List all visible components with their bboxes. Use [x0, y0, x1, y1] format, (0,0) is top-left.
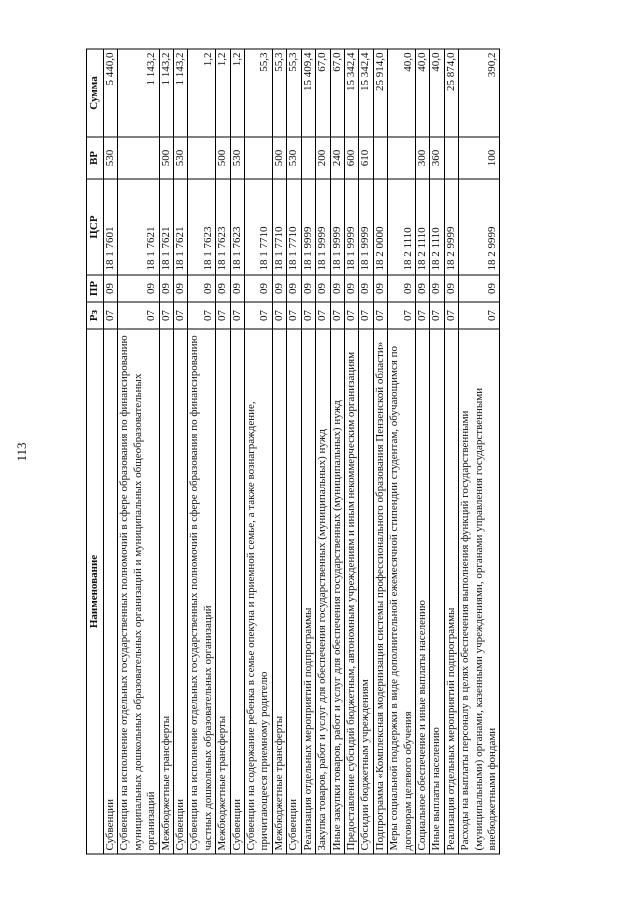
table-cell-rz: 07 [104, 302, 118, 329]
table-cell-sum: 1,2 [216, 49, 230, 137]
table-row [159, 49, 173, 854]
table-cell-name: Иные закупки товаров, работ и услуг для обеспечения государственных (муниципальных) нужд [330, 329, 344, 854]
table-cell-pr: 09 [373, 275, 387, 302]
table-row [359, 49, 373, 854]
table-row [230, 49, 244, 854]
column-header-csr: ЦСР [87, 179, 104, 275]
table-cell-csr: 18 1 7623 [216, 179, 230, 275]
table-cell-rz: 07 [344, 302, 358, 329]
table-row [301, 49, 315, 854]
table-cell-sum: 55,3 [245, 49, 273, 137]
table-cell-csr: 18 2 1110 [388, 179, 416, 275]
table-cell-csr: 18 1 7621 [159, 179, 173, 275]
table-cell-vr: 360 [430, 137, 444, 179]
table-cell-pr: 09 [174, 275, 188, 302]
table-cell-sum: 1,2 [230, 49, 244, 137]
table-row [174, 49, 188, 854]
table-cell-vr [444, 137, 458, 179]
table-cell-vr: 240 [330, 137, 344, 179]
column-header-sum: Сумма [87, 49, 104, 137]
table-cell-sum: 15 342,4 [359, 49, 373, 137]
table-cell-vr: 500 [159, 137, 173, 179]
column-header-pr: ПР [87, 275, 104, 302]
table-cell-name: Подпрограмма «Комплексная модернизация системы профессионального образования Пензенской области» [373, 329, 387, 854]
table-cell-name: Субвенции [230, 329, 244, 854]
table-cell-rz: 07 [359, 302, 373, 329]
table-cell-rz: 07 [373, 302, 387, 329]
table-row [330, 49, 344, 854]
table-cell-name: Расходы на выплаты персоналу в целях обеспечения выполнения функций государственными (муниципальными) органами, казенными учреждениями, органами управления государственными внебюджетными фондами [459, 329, 500, 854]
table-cell-sum: 67,0 [330, 49, 344, 137]
table-cell-rz: 07 [174, 302, 188, 329]
table-cell-vr: 530 [230, 137, 244, 179]
table-cell-csr: 18 1 9999 [301, 179, 315, 275]
table-cell-name: Субвенции на исполнение отдельных государственных полномочий в сфере образования по финансированию муниципальных дошкольных образовательных организаций и муниципальных общеобразовательных организаций [118, 329, 159, 854]
table-cell-vr: 200 [316, 137, 330, 179]
table-cell-name: Меры социальной поддержки в виде дополнительной ежемесячной стипендии студентам, обучающимся по договорам целевого обучения [388, 329, 416, 854]
table-cell-vr: 530 [287, 137, 301, 179]
table-cell-pr: 09 [444, 275, 458, 302]
table-cell-rz: 07 [272, 302, 286, 329]
table-cell-csr: 18 1 9999 [316, 179, 330, 275]
table-row [373, 49, 387, 854]
table-cell-sum: 25 914,0 [373, 49, 387, 137]
table-cell-vr: 100 [459, 137, 500, 179]
table-cell-rz: 07 [415, 302, 429, 329]
table-cell-name: Закупка товаров, работ и услуг для обеспечения государственных (муниципальных) нужд [316, 329, 330, 854]
table-row [415, 49, 429, 854]
table-cell-rz: 07 [301, 302, 315, 329]
table-header-row [87, 49, 104, 854]
table-cell-csr: 18 1 7601 [104, 179, 118, 275]
table-cell-rz: 07 [188, 302, 216, 329]
table-cell-name: Межбюджетные трансферты [272, 329, 286, 854]
budget-table [86, 49, 500, 855]
table-cell-sum: 67,0 [316, 49, 330, 137]
table-row [459, 49, 500, 854]
table-cell-sum: 15 409,4 [301, 49, 315, 137]
table-cell-name: Субвенции на исполнение отдельных государственных полномочий в сфере образования по финансированию частных дошкольных образовательных организаций [188, 329, 216, 854]
table-cell-pr: 09 [344, 275, 358, 302]
table-cell-vr [388, 137, 416, 179]
table-cell-pr: 09 [245, 275, 273, 302]
table-body [104, 49, 500, 854]
column-header-name: Наименование [87, 329, 104, 854]
table-cell-sum: 40,0 [415, 49, 429, 137]
table-cell-vr: 610 [359, 137, 373, 179]
table-cell-csr: 18 1 7623 [230, 179, 244, 275]
table-cell-pr: 09 [230, 275, 244, 302]
table-row [104, 49, 118, 854]
table-cell-csr: 18 1 9999 [359, 179, 373, 275]
table-cell-sum: 1 143,2 [159, 49, 173, 137]
table-cell-pr: 09 [388, 275, 416, 302]
table-cell-rz: 07 [230, 302, 244, 329]
table-cell-sum: 1 143,2 [118, 49, 159, 137]
table-cell-name: Реализация отдельных мероприятий подпрограммы [301, 329, 315, 854]
table-cell-vr: 500 [216, 137, 230, 179]
table-cell-csr: 18 1 9999 [344, 179, 358, 275]
table-row [188, 49, 216, 854]
table-cell-rz: 07 [459, 302, 500, 329]
table-cell-pr: 09 [272, 275, 286, 302]
table-cell-csr: 18 1 7710 [272, 179, 286, 275]
table-cell-name: Субсидии бюджетным учреждениям [359, 329, 373, 854]
page-number: 113 [14, 442, 29, 462]
table-row [344, 49, 358, 854]
table-cell-sum: 15 342,4 [344, 49, 358, 137]
table-cell-rz: 07 [287, 302, 301, 329]
table-cell-vr [373, 137, 387, 179]
table-cell-pr: 09 [159, 275, 173, 302]
table-cell-csr: 18 1 7623 [188, 179, 216, 275]
table-cell-pr: 09 [316, 275, 330, 302]
table-cell-csr: 18 1 7621 [118, 179, 159, 275]
table-cell-sum: 55,3 [272, 49, 286, 137]
table-cell-pr: 09 [459, 275, 500, 302]
table-cell-csr: 18 2 0000 [373, 179, 387, 275]
table-cell-pr: 09 [188, 275, 216, 302]
table-cell-pr: 09 [359, 275, 373, 302]
table-cell-name: Межбюджетные трансферты [159, 329, 173, 854]
table-cell-sum: 55,3 [287, 49, 301, 137]
table-cell-vr [118, 137, 159, 179]
table-cell-rz: 07 [118, 302, 159, 329]
table-cell-rz: 07 [316, 302, 330, 329]
table-cell-name: Межбюджетные трансферты [216, 329, 230, 854]
table-cell-vr: 500 [272, 137, 286, 179]
table-cell-vr: 600 [344, 137, 358, 179]
table-cell-pr: 09 [287, 275, 301, 302]
table-cell-rz: 07 [216, 302, 230, 329]
table-row [245, 49, 273, 854]
table-cell-sum: 1 143,2 [174, 49, 188, 137]
table-cell-name: Предоставление субсидий бюджетным, автономным учреждениям и иным некоммерческим организациям [344, 329, 358, 854]
table-cell-name: Социальное обеспечение и иные выплаты населению [415, 329, 429, 854]
table-cell-pr: 09 [104, 275, 118, 302]
table-cell-csr: 18 1 9999 [330, 179, 344, 275]
table-cell-pr: 09 [216, 275, 230, 302]
table-cell-csr: 18 2 1110 [415, 179, 429, 275]
table-cell-vr: 530 [104, 137, 118, 179]
table-cell-csr: 18 2 9999 [444, 179, 458, 275]
budget-table-container [86, 50, 570, 855]
table-cell-csr: 18 2 1110 [430, 179, 444, 275]
table-cell-pr: 09 [118, 275, 159, 302]
table-cell-rz: 07 [444, 302, 458, 329]
table-row [216, 49, 230, 854]
table-cell-sum: 25 874,0 [444, 49, 458, 137]
table-row [118, 49, 159, 854]
table-cell-vr [301, 137, 315, 179]
table-cell-vr: 530 [174, 137, 188, 179]
table-row [444, 49, 458, 854]
table-cell-csr: 18 1 7710 [287, 179, 301, 275]
table-cell-vr [245, 137, 273, 179]
table-cell-name: Субвенции [104, 329, 118, 854]
table-cell-name: Иные выплаты населению [430, 329, 444, 854]
table-cell-pr: 09 [415, 275, 429, 302]
table-cell-sum: 390,2 [459, 49, 500, 137]
table-cell-rz: 07 [388, 302, 416, 329]
table-cell-sum: 40,0 [388, 49, 416, 137]
table-row [316, 49, 330, 854]
table-cell-pr: 09 [330, 275, 344, 302]
table-row [287, 49, 301, 854]
table-cell-rz: 07 [330, 302, 344, 329]
table-cell-vr: 300 [415, 137, 429, 179]
table-cell-rz: 07 [245, 302, 273, 329]
table-cell-rz: 07 [430, 302, 444, 329]
table-cell-csr: 18 1 7710 [245, 179, 273, 275]
table-cell-name: Субвенции [287, 329, 301, 854]
column-header-rz: Рз [87, 302, 104, 329]
table-cell-name: Реализация отдельных мероприятий подпрограммы [444, 329, 458, 854]
table-cell-sum: 40,0 [430, 49, 444, 137]
table-cell-rz: 07 [159, 302, 173, 329]
table-row [388, 49, 416, 854]
table-cell-name: Субвенции [174, 329, 188, 854]
table-cell-name: Субвенции на содержание ребенка в семье опекуна и приемной семье, а также вознаграждение, причитающееся приемному родителю [245, 329, 273, 854]
table-cell-vr [188, 137, 216, 179]
table-cell-csr: 18 2 9999 [459, 179, 500, 275]
table-cell-sum: 1,2 [188, 49, 216, 137]
table-cell-pr: 09 [301, 275, 315, 302]
table-row [430, 49, 444, 854]
column-header-vr: ВР [87, 137, 104, 179]
table-cell-csr: 18 1 7621 [174, 179, 188, 275]
table-cell-sum: 5 440,0 [104, 49, 118, 137]
table-row [272, 49, 286, 854]
table-cell-pr: 09 [430, 275, 444, 302]
